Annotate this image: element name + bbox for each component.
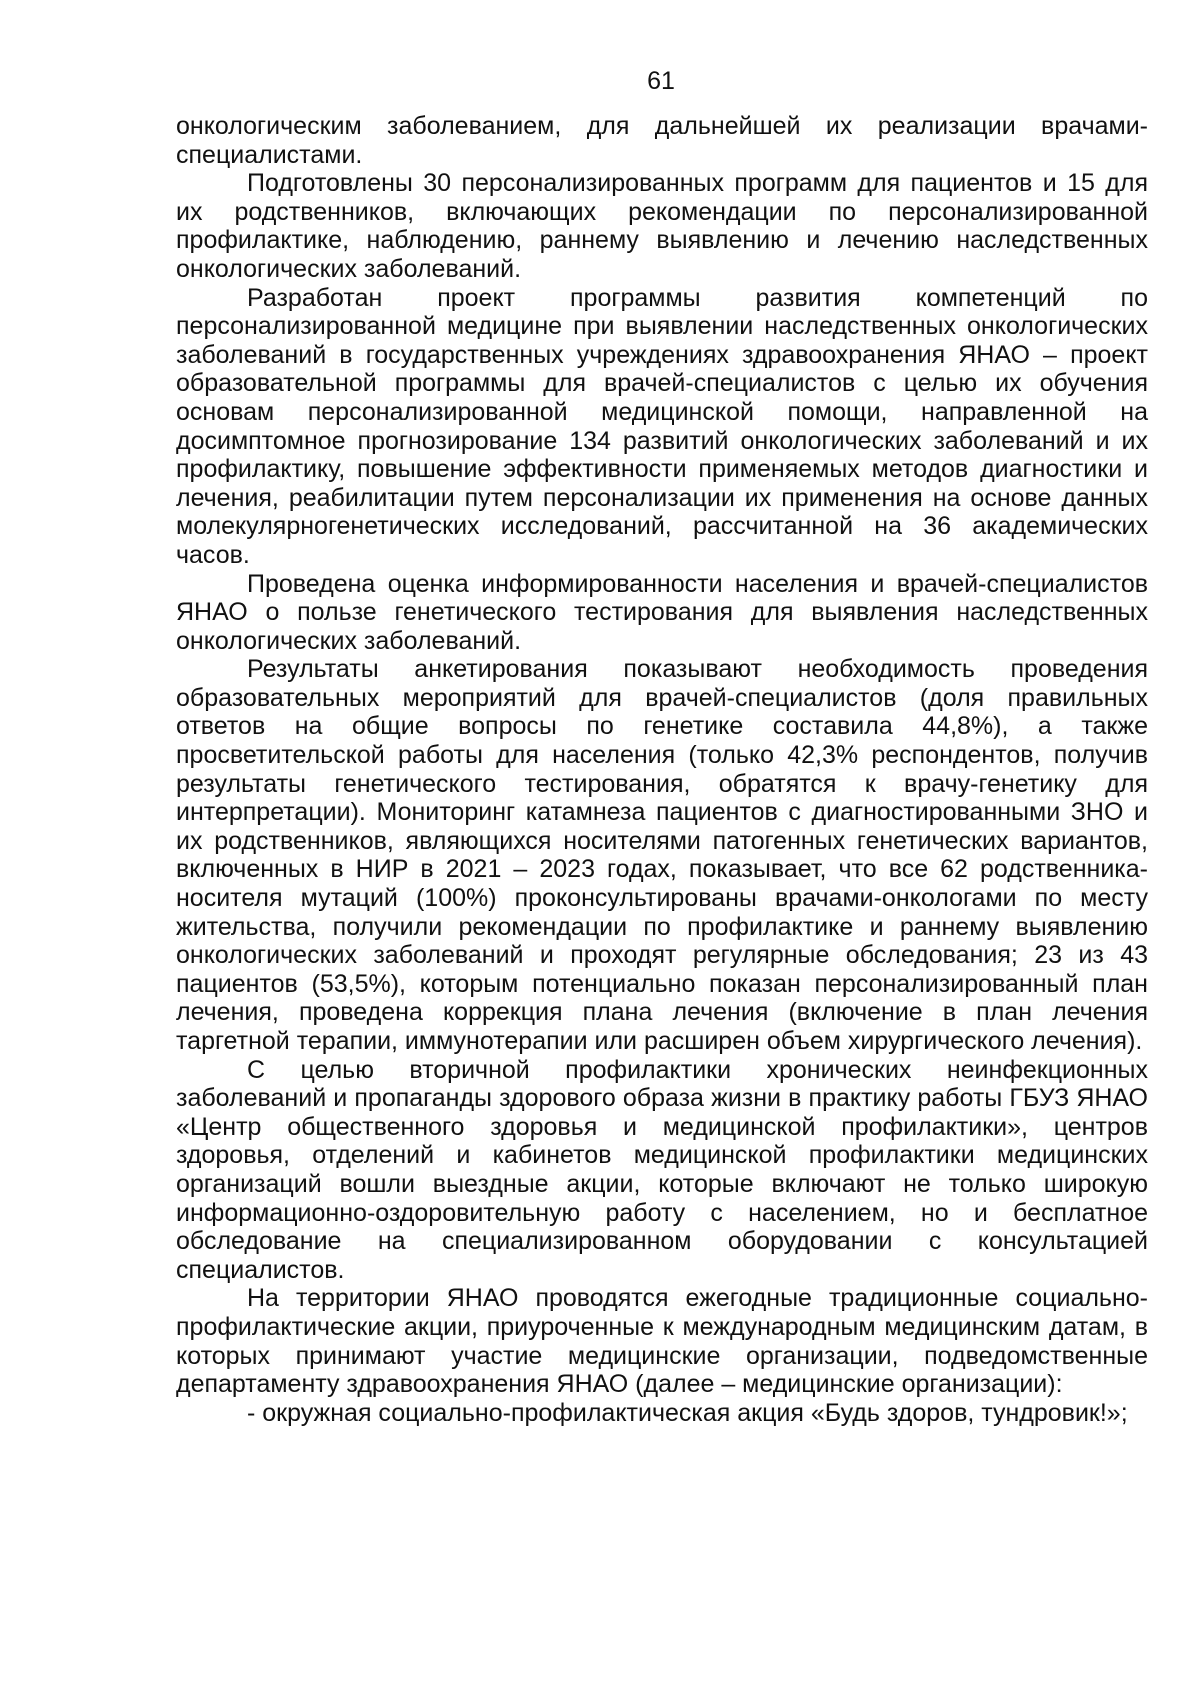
- list-item-tundrovik-action: - окружная социально-профилактическая акция «Будь здоров, тундровик!»;: [247, 1398, 1128, 1427]
- paragraph-awareness-assessment: Проведена оценка информированности населения и врачей-специалистов ЯНАО о пользе генетического тестирования для выявления наследственных онкологических заболеваний.: [176, 569, 1148, 655]
- document-body: [176, 112, 1148, 1427]
- paragraph-competency-program: Разработан проект программы развития компетенций по персонализированной медицине при выявлении наследственных онкологических заболеваний в государственных учреждениях здравоохранения ЯНАО – проект образовательной программы для врачей-специалистов с целью их обучения основам персонализированной медицинской помощи, направленной на досимптомное прогнозирование 134 развитий онкологических заболеваний и их профилактику, повышение эффективности применяемых методов диагностики и лечения, реабилитации путем персонализации их применения на основе данных молекулярногенетических исследований, рассчитанной на 36 академических часов.: [176, 283, 1148, 569]
- paragraph-annual-actions: На территории ЯНАО проводятся ежегодные традиционные социально-профилактические акции, приуроченные к международным медицинским датам, в которых принимают участие медицинские организации, подведомственные департаменту здравоохранения ЯНАО (далее – медицинские организации):: [176, 1284, 1148, 1399]
- page-number: 61: [647, 67, 675, 95]
- paragraph-secondary-prevention: С целью вторичной профилактики хронических неинфекционных заболеваний и пропаганды здорового образа жизни в практику работы ГБУЗ ЯНАО «Центр общественного здоровья и медицинской профилактики», центров здоровья, отделений и кабинетов медицинской профилактики медицинских организаций вошли выездные акции, которые включают не только широкую информационно-оздоровительную работу с населением, но и бесплатное обследование на специализированном оборудовании с консультацией специалистов.: [176, 1055, 1148, 1284]
- paragraph-continuation: онкологическим заболеванием, для дальнейшей их реализации врачами-специалистами.: [176, 112, 1148, 169]
- paragraph-survey-results: Результаты анкетирования показывают необходимость проведения образовательных мероприятий для врачей-специалистов (доля правильных ответов на общие вопросы по генетике составила 44,8%), а также просветительской работы для населения (только 42,3% респондентов, получив результаты генетического тестирования, обратятся к врачу-генетику для интерпретации). Мониторинг катамнеза пациентов с диагностированными ЗНО и их родственников, являющихся носителями патогенных генетических вариантов, включенных в НИР в 2021 – 2023 годах, показывает, что все 62 родственника-носителя мутаций (100%) проконсультированы врачами-онкологами по месту жительства, получили рекомендации по профилактике и раннему выявлению онкологических заболеваний и проходят регулярные обследования; 23 из 43 пациентов (53,5%), которым потенциально показан персонализированный план лечения, проведена коррекция плана лечения (включение в план лечения таргетной терапии, иммунотерапии или расширен объем хирургического лечения).: [176, 655, 1148, 1055]
- paragraph-personalized-programs: Подготовлены 30 персонализированных программ для пациентов и 15 для их родственников, включающих рекомендации по персонализированной профилактике, наблюдению, раннему выявлению и лечению наследственных онкологических заболеваний.: [176, 169, 1148, 283]
